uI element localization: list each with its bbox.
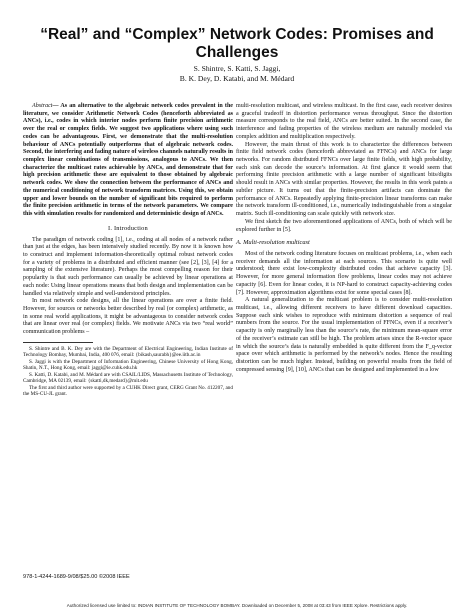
title-line-1: “Real” and “Complex” Network Codes: Promises and [40, 26, 434, 43]
left-column [23, 103, 233, 398]
authors-line-1: S. Shintre, S. Katti, S. Jaggi, [193, 64, 281, 73]
right-paragraph-1: multi-resolution multicast, and wireless multicast. In the first case, each receiver desires a graceful tradeoff in distortion performance versus throughput. Since the distortion measure corresponds to the real field, ANCs are better suited. In the second case, the interference and fading properties of the wireless medium are naturally modeled via complex addition and multiplication respectively. [236, 103, 452, 140]
abstract-label: Abstract [32, 103, 53, 109]
right-column [236, 103, 452, 374]
isbn-line: 978-1-4244-1689-9/08/$25.00 ©2008 IEEE [23, 574, 130, 580]
intro-paragraph-1: The paradigm of network coding [1], i.e., coding at all nodes of a network rather than just at the edges, has been intensively studied recently. By now it is known how to construct and implement information-theoretically optimal robust network codes for a variety of problems in a distributed and efficient manner (see [2], [3], [4] for a sampling of the extensive literature). Perhaps the most compelling reason for their popularity is that such performance can usually be achieved by linear operations at each node: Using linear operations means that both design and implementation can be handled via relatively simple and well-understood principles. [23, 236, 233, 297]
right-paragraph-4: Most of the network coding literature focuses on multicast problems, i.e., when each receiver demands all the information at each sources. This scenario is quite well understood; there exist low-complexity distributed codes that achieve capacity [3]. However, for more general information flow problems, linear codes may not achieve capacity [6]. Even for linear codes, it is NP-hard to construct capacity-achieving codes [7]. However, approximation algorithms exist for some special cases [8]. [236, 250, 452, 296]
footnote-3: S. Katti, D. Katabi, and M. Médard are with CSAIL/LIDS, Massachusetts Institute of Technology, Cambridge, MA 02139, email: {skatti,dk,medard}@mit.edu [23, 371, 233, 385]
subsection-heading-multiresolution: A. Multi-resolution multicast [236, 239, 310, 247]
paper-title [0, 26, 474, 62]
authors-line-2: B. K. Dey, D. Katabi, and M. Médard [179, 74, 295, 83]
footnote-divider [23, 342, 93, 343]
footnote-4: The first and third author were supported by a CUHK Direct grant, CERG Grant No. 412207, and the MS-CU-JL grant. [23, 384, 233, 398]
footnotes [23, 346, 233, 398]
intro-paragraph-2: In most network code designs, all the linear operations are over a finite field. However, for sources or networks better described by real (or complex) arithmetic, as in some real world applications, it might be advantageous to consider network codes that are linear over real (or complex) fields. We motivate ANCs via two “real world” communication problems – [23, 298, 233, 336]
right-paragraph-2: However, the main thrust of this work is to characterize the differences between finite field network codes (henceforth abbreviated as FFNCs) and ANCs for large networks. For random distributed FFNCs over large finite fields, with high probability, each sink can decode the source’s information. At first glance it would seem that performing finite precision arithmetic with a large number of significant bits/digits should result in ANCs with similar properties. However, the results in this work paints a subtler picture. It turns out that the finite-precision artifacts can dominate the performance of ANCs. Repeatedly applying finite-precision linear transforms can make the network transform ill-conditioned, i.e., numerically indistinguishable from a singular matrix. Such ill-conditioning can scale quickly with network size. [236, 141, 452, 218]
right-paragraph-5: A natural generalization to the multicast problem is to consider multi-resolution multicast, i.e., allowing different receivers to have different download capacities. Suppose each sink wishes to reproduce with minimum distortion a sequence of real numbers from the source. For the usual implementation of FFNCs, even if a receiver’s capacity is only marginally less than the source’s rate, the minimum mean-square error of the receiver’s estimate can still be high. The problem arises since the R-vector space in which the source’s data is naturally embedded is quite different from the F_q-vector space over which arithmetic is performed by the network’s nodes. Hence the resulting distortion can be much higher. Instead, building on powerful results from the field of compressed sensing [9], [10], ANCs that can be designed and implemented in a low [236, 297, 452, 373]
section-heading-introduction: I. Introduction [108, 224, 148, 232]
title-line-2: Challenges [195, 44, 279, 61]
right-paragraph-3: We first sketch the two aforementioned applications of ANCs, both of which will be explored further in [5]. [236, 218, 452, 233]
download-footer: Authorized licensed use limited to: INDIAN INSTITUTE OF TECHNOLOGY BOMBAY. Downloaded on December 5, 2008 at 03:43 from IEEE Xplore. Restrictions apply. [66, 603, 408, 608]
abstract [23, 103, 233, 219]
author-list [0, 64, 474, 84]
footnote-1: S. Shintre and B. K. Dey are with the Department of Electrical Engineering, Indian Institute of Technology Bombay, Mumbai, India, 400 076, email: {bikash,saurabh}@ee.iitb.ac.in [23, 345, 233, 359]
abstract-text: — As an alternative to the algebraic network codes prevalent in the literature, we consider Arithmetic Network Codes (henceforth abbreviated as ANCs), i.e., codes in which interior nodes perform finite precision arithmetic over the real or complex fields. We suggest two applications where using such codes can be advantageous. First, we demonstrate that the multi-resolution behaviour of ANCs potentially outperforms that of algebraic network codes. Second, the interfering and fading nature of wireless channels naturally results in complex linear combinations of transmissions, analogous to ANCs. We then characterize the multicast rates achievable by ANCs, and demonstrate that for high precision arithmetic these are equivalent to those obtained by algebraic network codes. We show the connection between the performance of ANCs and the numerical conditioning of network transform matrices. Using this, we obtain upper and lower bounds on the number of significant bits required to perform the finite precision arithmetic in terms of the network parameters. We compare this with simulation results for randomized and deterministic design of ANCs. [23, 103, 233, 218]
footnote-2: S. Jaggi is with the Department of Information Engineering, Chinese University of Hong Kong, Shatin, N.T., Hong Kong, email: jaggi@ie.cuhk.edu.hk [23, 358, 233, 372]
